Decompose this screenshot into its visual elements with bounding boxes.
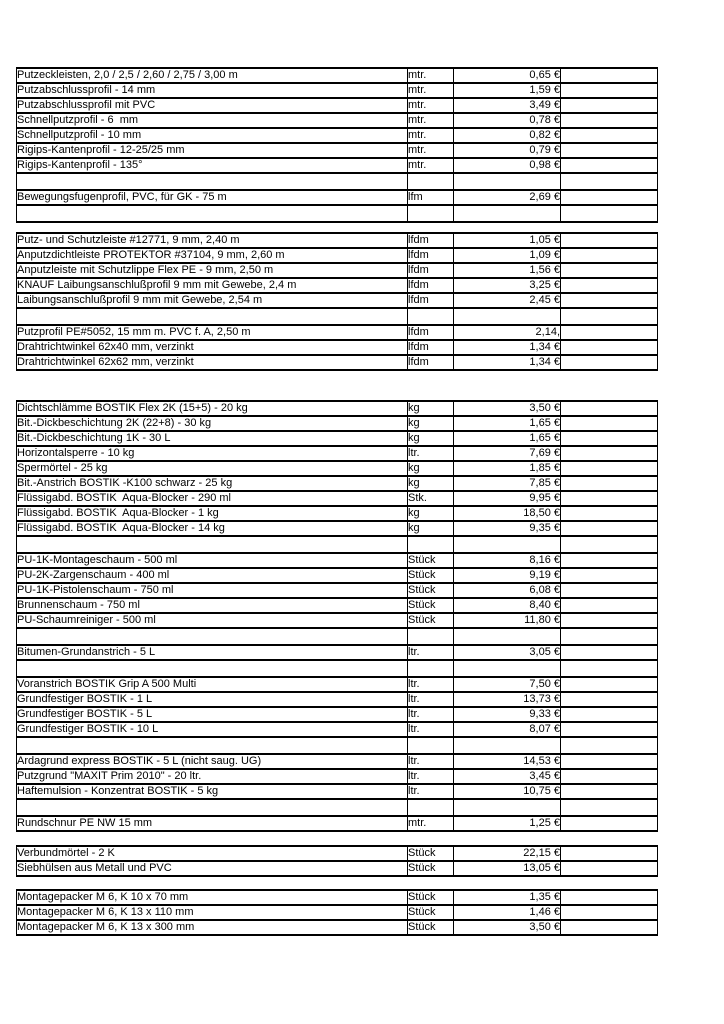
product-name-cell <box>17 737 408 754</box>
product-name-cell: Laibungsanschlußprofil 9 mm mit Gewebe, 2,54 m <box>17 293 408 308</box>
product-name-cell: Putzprofil PE#5052, 15 mm m. PVC f. A, 2,50 m <box>17 325 408 340</box>
extra-cell <box>561 677 658 692</box>
unit-cell: lfm <box>408 190 454 205</box>
price-table <box>16 889 658 936</box>
product-name-cell: Montagepacker M 6, K 13 x 300 mm <box>17 920 408 935</box>
extra-cell <box>561 476 658 491</box>
extra-cell <box>561 205 658 222</box>
product-name-cell: Montagepacker M 6, K 13 x 110 mm <box>17 905 408 920</box>
product-name-cell: Schnellputzprofil - 10 mm <box>17 128 408 143</box>
price-cell: 0,98 € <box>454 158 561 173</box>
product-name-cell: Putz- und Schutzleiste #12771, 9 mm, 2,40 m <box>17 233 408 248</box>
unit-cell: ltr. <box>408 754 454 769</box>
extra-cell <box>561 278 658 293</box>
price-cell: 8,07 € <box>454 722 561 737</box>
price-cell: 18,50 € <box>454 506 561 521</box>
spacer-row <box>17 628 658 645</box>
product-name-cell: Ardagrund express BOSTIK - 5 L (nicht saug. UG) <box>17 754 408 769</box>
table-row <box>17 233 658 248</box>
unit-cell: ltr. <box>408 784 454 799</box>
spacer-row <box>17 308 658 325</box>
spacer-row <box>17 737 658 754</box>
unit-cell: mtr. <box>408 143 454 158</box>
extra-cell <box>561 431 658 446</box>
extra-cell <box>561 461 658 476</box>
table-row <box>17 890 658 905</box>
product-name-cell <box>17 628 408 645</box>
extra-cell <box>561 248 658 263</box>
price-cell: 0,78 € <box>454 113 561 128</box>
price-cell: 1,65 € <box>454 431 561 446</box>
table-row <box>17 645 658 660</box>
unit-cell: Stück <box>408 890 454 905</box>
unit-cell <box>408 737 454 754</box>
price-cell: 1,56 € <box>454 263 561 278</box>
extra-cell <box>561 598 658 613</box>
extra-cell <box>561 401 658 416</box>
unit-cell: ltr. <box>408 446 454 461</box>
product-name-cell: Rigips-Kantenprofil - 12-25/25 mm <box>17 143 408 158</box>
table-row <box>17 816 658 831</box>
product-name-cell: Rundschnur PE NW 15 mm <box>17 816 408 831</box>
product-name-cell: Dichtschlämme BOSTIK Flex 2K (15+5) - 20 kg <box>17 401 408 416</box>
extra-cell <box>561 98 658 113</box>
table-row <box>17 158 658 173</box>
extra-cell <box>561 521 658 536</box>
extra-cell <box>561 308 658 325</box>
unit-cell: mtr. <box>408 68 454 83</box>
price-cell <box>454 737 561 754</box>
extra-cell <box>561 568 658 583</box>
price-cell: 14,53 € <box>454 754 561 769</box>
price-cell: 2,69 € <box>454 190 561 205</box>
product-name-cell <box>17 536 408 553</box>
unit-cell: lfdm <box>408 263 454 278</box>
product-name-cell <box>17 308 408 325</box>
table-row <box>17 905 658 920</box>
product-name-cell: Bewegungsfugenprofil, PVC, für GK - 75 m <box>17 190 408 205</box>
extra-cell <box>561 722 658 737</box>
unit-cell: Stück <box>408 920 454 935</box>
product-name-cell: Bit.-Dickbeschichtung 2K (22+8) - 30 kg <box>17 416 408 431</box>
price-cell: 8,40 € <box>454 598 561 613</box>
table-row <box>17 861 658 876</box>
price-cell: 2,14, <box>454 325 561 340</box>
extra-cell <box>561 920 658 935</box>
unit-cell: ltr. <box>408 707 454 722</box>
price-table <box>16 232 658 371</box>
table-row <box>17 113 658 128</box>
price-cell <box>454 628 561 645</box>
table-row <box>17 446 658 461</box>
table-row <box>17 707 658 722</box>
price-cell <box>454 308 561 325</box>
unit-cell: ltr. <box>408 677 454 692</box>
table-row <box>17 98 658 113</box>
extra-cell <box>561 861 658 876</box>
unit-cell: lfdm <box>408 355 454 370</box>
price-cell: 1,05 € <box>454 233 561 248</box>
price-cell: 9,95 € <box>454 491 561 506</box>
extra-cell <box>561 83 658 98</box>
table-row <box>17 553 658 568</box>
price-cell: 1,34 € <box>454 340 561 355</box>
price-cell: 1,09 € <box>454 248 561 263</box>
price-cell: 11,80 € <box>454 613 561 628</box>
price-cell: 13,05 € <box>454 861 561 876</box>
product-name-cell: Grundfestiger BOSTIK - 5 L <box>17 707 408 722</box>
table-row <box>17 401 658 416</box>
product-name-cell: Drahtrichtwinkel 62x40 mm, verzinkt <box>17 340 408 355</box>
unit-cell: lfdm <box>408 248 454 263</box>
unit-cell: ltr. <box>408 769 454 784</box>
unit-cell: Stück <box>408 553 454 568</box>
unit-cell <box>408 660 454 677</box>
unit-cell: kg <box>408 401 454 416</box>
extra-cell <box>561 707 658 722</box>
extra-cell <box>561 784 658 799</box>
table-row <box>17 677 658 692</box>
price-cell: 13,73 € <box>454 692 561 707</box>
table-row <box>17 293 658 308</box>
price-cell: 6,08 € <box>454 583 561 598</box>
table-row <box>17 143 658 158</box>
table-row <box>17 476 658 491</box>
product-name-cell: Flüssigabd. BOSTIK Aqua-Blocker - 14 kg <box>17 521 408 536</box>
price-cell: 0,65 € <box>454 68 561 83</box>
price-table <box>16 845 658 877</box>
extra-cell <box>561 846 658 861</box>
product-name-cell <box>17 799 408 816</box>
product-name-cell: PU-1K-Montageschaum - 500 ml <box>17 553 408 568</box>
unit-cell: kg <box>408 476 454 491</box>
unit-cell: Stück <box>408 568 454 583</box>
product-name-cell: Voranstrich BOSTIK Grip A 500 Multi <box>17 677 408 692</box>
product-name-cell: Bit.-Dickbeschichtung 1K - 30 L <box>17 431 408 446</box>
extra-cell <box>561 293 658 308</box>
price-cell: 1,85 € <box>454 461 561 476</box>
table-row <box>17 846 658 861</box>
price-cell: 22,15 € <box>454 846 561 861</box>
price-cell: 10,75 € <box>454 784 561 799</box>
table-row <box>17 784 658 799</box>
spacer-row <box>17 173 658 190</box>
extra-cell <box>561 536 658 553</box>
product-name-cell: Bit.-Anstrich BOSTIK -K100 schwarz - 25 kg <box>17 476 408 491</box>
extra-cell <box>561 233 658 248</box>
extra-cell <box>561 325 658 340</box>
extra-cell <box>561 340 658 355</box>
spacer-row <box>17 536 658 553</box>
unit-cell <box>408 799 454 816</box>
unit-cell: mtr. <box>408 158 454 173</box>
product-name-cell: Brunnenschaum - 750 ml <box>17 598 408 613</box>
unit-cell: mtr. <box>408 113 454 128</box>
product-name-cell: Grundfestiger BOSTIK - 10 L <box>17 722 408 737</box>
price-cell: 3,45 € <box>454 769 561 784</box>
unit-cell: Stück <box>408 598 454 613</box>
unit-cell: lfdm <box>408 293 454 308</box>
product-name-cell: Anputzleiste mit Schutzlippe Flex PE - 9 mm, 2,50 m <box>17 263 408 278</box>
extra-cell <box>561 506 658 521</box>
unit-cell <box>408 205 454 222</box>
extra-cell <box>561 628 658 645</box>
unit-cell: ltr. <box>408 722 454 737</box>
extra-cell <box>561 583 658 598</box>
product-name-cell: Grundfestiger BOSTIK - 1 L <box>17 692 408 707</box>
price-cell <box>454 799 561 816</box>
extra-cell <box>561 128 658 143</box>
price-cell: 9,33 € <box>454 707 561 722</box>
spacer-row <box>17 205 658 222</box>
table-row <box>17 83 658 98</box>
extra-cell <box>561 68 658 83</box>
unit-cell: ltr. <box>408 692 454 707</box>
product-name-cell: Bitumen-Grundanstrich - 5 L <box>17 645 408 660</box>
unit-cell: kg <box>408 461 454 476</box>
price-cell: 7,50 € <box>454 677 561 692</box>
product-name-cell: Schnellputzprofil - 6 mm <box>17 113 408 128</box>
extra-cell <box>561 816 658 831</box>
unit-cell: mtr. <box>408 98 454 113</box>
table-row <box>17 355 658 370</box>
product-name-cell <box>17 173 408 190</box>
price-cell: 0,82 € <box>454 128 561 143</box>
product-name-cell: Flüssigabd. BOSTIK Aqua-Blocker - 1 kg <box>17 506 408 521</box>
product-name-cell: KNAUF Laibungsanschlußprofil 9 mm mit Gewebe, 2,4 m <box>17 278 408 293</box>
unit-cell: Stk. <box>408 491 454 506</box>
product-name-cell: Putzeckleisten, 2,0 / 2,5 / 2,60 / 2,75 / 3,00 m <box>17 68 408 83</box>
extra-cell <box>561 799 658 816</box>
extra-cell <box>561 553 658 568</box>
extra-cell <box>561 645 658 660</box>
table-row <box>17 491 658 506</box>
price-cell: 7,85 € <box>454 476 561 491</box>
price-cell: 1,25 € <box>454 816 561 831</box>
unit-cell: lfdm <box>408 325 454 340</box>
spacer-row <box>17 799 658 816</box>
unit-cell <box>408 536 454 553</box>
unit-cell: mtr. <box>408 128 454 143</box>
product-name-cell <box>17 205 408 222</box>
price-cell: 1,65 € <box>454 416 561 431</box>
table-row <box>17 722 658 737</box>
product-name-cell: Putzgrund "MAXIT Prim 2010" - 20 ltr. <box>17 769 408 784</box>
price-cell: 1,35 € <box>454 890 561 905</box>
extra-cell <box>561 263 658 278</box>
extra-cell <box>561 890 658 905</box>
unit-cell: Stück <box>408 905 454 920</box>
unit-cell: ltr. <box>408 645 454 660</box>
table-row <box>17 190 658 205</box>
unit-cell: Stück <box>408 613 454 628</box>
extra-cell <box>561 737 658 754</box>
unit-cell: Stück <box>408 861 454 876</box>
unit-cell: kg <box>408 431 454 446</box>
product-name-cell: Spermörtel - 25 kg <box>17 461 408 476</box>
table-row <box>17 263 658 278</box>
product-name-cell: Drahtrichtwinkel 62x62 mm, verzinkt <box>17 355 408 370</box>
extra-cell <box>561 416 658 431</box>
extra-cell <box>561 113 658 128</box>
unit-cell <box>408 173 454 190</box>
unit-cell: mtr. <box>408 83 454 98</box>
extra-cell <box>561 491 658 506</box>
table-row <box>17 248 658 263</box>
table-row <box>17 68 658 83</box>
unit-cell <box>408 628 454 645</box>
price-cell: 8,16 € <box>454 553 561 568</box>
table-row <box>17 461 658 476</box>
price-cell <box>454 660 561 677</box>
extra-cell <box>561 613 658 628</box>
unit-cell: Stück <box>408 846 454 861</box>
product-name-cell: Rigips-Kantenprofil - 135° <box>17 158 408 173</box>
table-row <box>17 506 658 521</box>
extra-cell <box>561 355 658 370</box>
product-name-cell: Putzabschlussprofil mit PVC <box>17 98 408 113</box>
price-cell: 1,34 € <box>454 355 561 370</box>
unit-cell: lfdm <box>408 233 454 248</box>
table-row <box>17 521 658 536</box>
price-cell <box>454 536 561 553</box>
table-row <box>17 416 658 431</box>
table-row <box>17 340 658 355</box>
product-name-cell: PU-1K-Pistolenschaum - 750 ml <box>17 583 408 598</box>
product-name-cell: Flüssigabd. BOSTIK Aqua-Blocker - 290 ml <box>17 491 408 506</box>
table-row <box>17 754 658 769</box>
price-cell: 1,46 € <box>454 905 561 920</box>
unit-cell: Stück <box>408 583 454 598</box>
product-name-cell: Montagepacker M 6, K 10 x 70 mm <box>17 890 408 905</box>
unit-cell: lfdm <box>408 340 454 355</box>
price-cell: 3,49 € <box>454 98 561 113</box>
price-cell: 7,69 € <box>454 446 561 461</box>
extra-cell <box>561 173 658 190</box>
table-row <box>17 325 658 340</box>
extra-cell <box>561 190 658 205</box>
product-name-cell: PU-2K-Zargenschaum - 400 ml <box>17 568 408 583</box>
table-row <box>17 278 658 293</box>
price-cell: 3,50 € <box>454 401 561 416</box>
price-table <box>16 400 658 832</box>
price-cell: 0,79 € <box>454 143 561 158</box>
unit-cell: kg <box>408 521 454 536</box>
extra-cell <box>561 446 658 461</box>
spacer-row <box>17 660 658 677</box>
table-row <box>17 431 658 446</box>
price-cell: 9,35 € <box>454 521 561 536</box>
price-table <box>16 67 658 223</box>
price-cell: 3,50 € <box>454 920 561 935</box>
product-name-cell: Verbundmörtel - 2 K <box>17 846 408 861</box>
extra-cell <box>561 754 658 769</box>
price-cell: 3,05 € <box>454 645 561 660</box>
unit-cell: kg <box>408 416 454 431</box>
extra-cell <box>561 905 658 920</box>
product-name-cell: Anputzdichtleiste PROTEKTOR #37104, 9 mm, 2,60 m <box>17 248 408 263</box>
table-row <box>17 692 658 707</box>
extra-cell <box>561 769 658 784</box>
unit-cell: kg <box>408 506 454 521</box>
extra-cell <box>561 158 658 173</box>
product-name-cell: Horizontalsperre - 10 kg <box>17 446 408 461</box>
unit-cell <box>408 308 454 325</box>
price-cell: 3,25 € <box>454 278 561 293</box>
price-cell: 9,19 € <box>454 568 561 583</box>
product-name-cell <box>17 660 408 677</box>
unit-cell: mtr. <box>408 816 454 831</box>
extra-cell <box>561 143 658 158</box>
price-cell: 2,45 € <box>454 293 561 308</box>
extra-cell <box>561 692 658 707</box>
product-name-cell: Putzabschlussprofil - 14 mm <box>17 83 408 98</box>
unit-cell: lfdm <box>408 278 454 293</box>
product-name-cell: PU-Schaumreiniger - 500 ml <box>17 613 408 628</box>
table-row <box>17 769 658 784</box>
table-row <box>17 920 658 935</box>
table-row <box>17 128 658 143</box>
price-cell <box>454 173 561 190</box>
table-row <box>17 568 658 583</box>
price-cell: 1,59 € <box>454 83 561 98</box>
extra-cell <box>561 660 658 677</box>
table-row <box>17 613 658 628</box>
table-row <box>17 598 658 613</box>
price-cell <box>454 205 561 222</box>
product-name-cell: Siebhülsen aus Metall und PVC <box>17 861 408 876</box>
product-name-cell: Haftemulsion - Konzentrat BOSTIK - 5 kg <box>17 784 408 799</box>
table-row <box>17 583 658 598</box>
